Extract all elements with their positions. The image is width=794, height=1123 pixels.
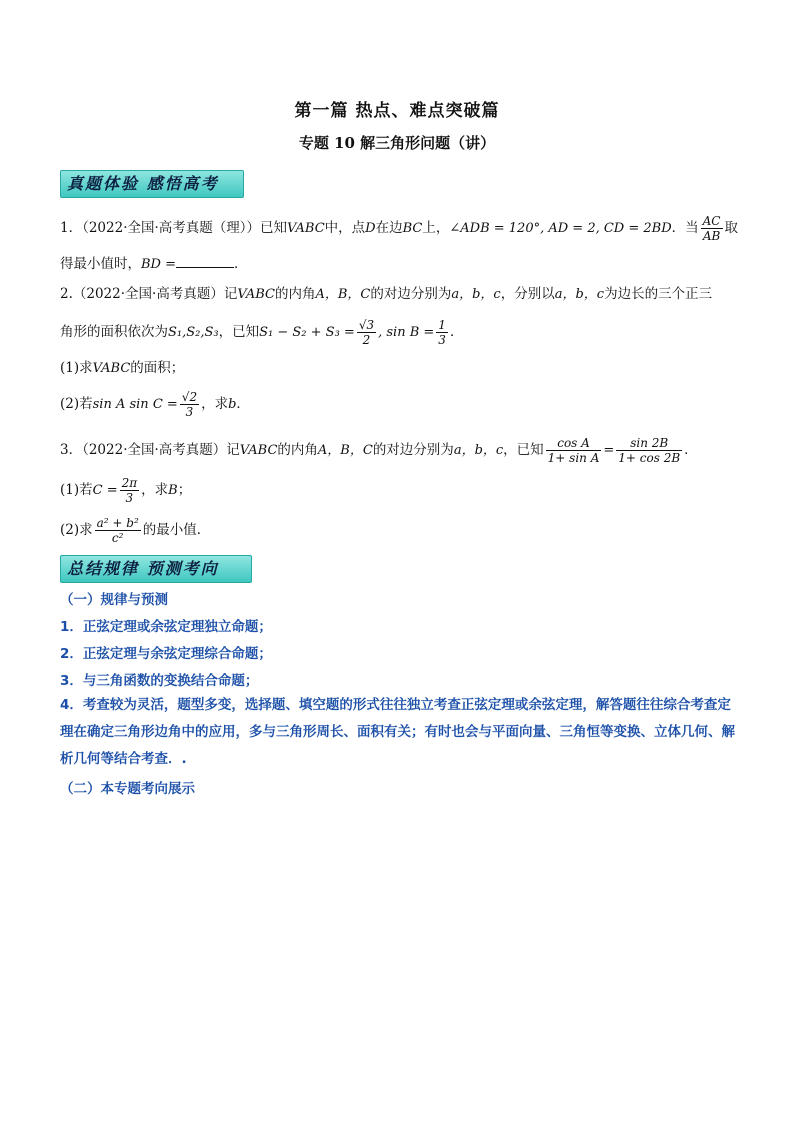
summary-item-2: 2．正弦定理与余弦定理综合命题；	[60, 646, 272, 662]
q3-part1: (1)若C = $\frac{2\pi}{3}$ ，求B；	[60, 476, 192, 505]
page-subtitle: 专题 10 解三角形问题（讲）	[298, 134, 496, 152]
page-title: 第一篇 热点、难点突破篇	[294, 101, 500, 121]
summary-item-4: 4．考查较为灵活，题型多变，选择题、填空题的形式往往独立考查正弦定理或余弦定理，解答题往往综合考查定理在确定三角形边角中的应用，多与三角形周长、面积有关；有时也会与平面向量、三角恒等变换、立体几何、解析几何等结合考查．.	[60, 697, 735, 767]
summary-heading-rules: （一）规律与预测	[60, 592, 168, 608]
summary-heading-topics: （二）本专题考向展示	[60, 781, 195, 797]
q3-part2: (2)求 $\frac{\text{a² + b²}}{\text{c²}}$ 的最小值．	[60, 516, 211, 545]
answer-blank	[176, 255, 234, 268]
q2-part2: (2)若sin A sin C = $\frac{√2}{3}$ ，求b．	[60, 390, 250, 419]
summary-item-3: 3．与三角函数的变换结合命题；	[60, 673, 259, 689]
q3-ratio-fraction: $\frac{\text{a² + b²}}{\text{c²}}$	[96, 516, 139, 545]
q2-line2: 角形的面积依次为S₁,S₂,S₃，已知S₁ − S₂ + S₃ = $\frac{√3}{2}$ , sin B = $\frac{1}{3}$ ．	[60, 318, 464, 347]
summary-item-1: 1．正弦定理或余弦定理独立命题；	[60, 619, 272, 635]
q1-ratio-fraction: $\frac{AC}{AB}$	[702, 214, 721, 243]
section-banner-summary: 总结规律 预测考向	[60, 555, 252, 583]
q3-angle-fraction: $\frac{2\pi}{3}$	[121, 476, 138, 505]
q1-line1: 1．（2022·全国·高考真题（理））已知VABC中，点D在边BC上，∠ADB = 120°, AD = 2, CD = 2BD．当 $\frac{AC}{AB}$ 取	[60, 214, 738, 243]
q3-line1: 3．（2022·全国·高考真题）记VABC的内角A，B，C的对边分别为a，b，c，已知 $\frac{\text{cos A}}{\text{1+ sin A}}$ = $\frac{\sin 2B}{1+ \cos 2B}$ ．	[60, 436, 698, 465]
q2-sqrt3-fraction: $\frac{√3}{2}$	[358, 318, 375, 347]
q1-line2: 得最小值时，BD = ．	[60, 256, 248, 272]
section-banner-exam-experience: 真题体验 感悟高考	[60, 170, 244, 198]
q2-one-third-fraction: $\frac{1}{3}$	[438, 318, 446, 347]
q2-sqrt2-fraction: $\frac{√2}{3}$	[181, 390, 198, 419]
q2-part1: (1)求VABC的面积；	[60, 360, 185, 376]
q3-sin2b-fraction: $\frac{\sin 2B}{1+ \cos 2B}$	[618, 436, 681, 465]
q3-cos-fraction: $\frac{\text{cos A}}{\text{1+ sin A}}$	[547, 436, 600, 465]
q2-line1: 2.（2022·全国·高考真题）记VABC的内角A，B，C的对边分别为a，b，c，分别以a，b，c为边长的三个正三	[60, 286, 713, 302]
